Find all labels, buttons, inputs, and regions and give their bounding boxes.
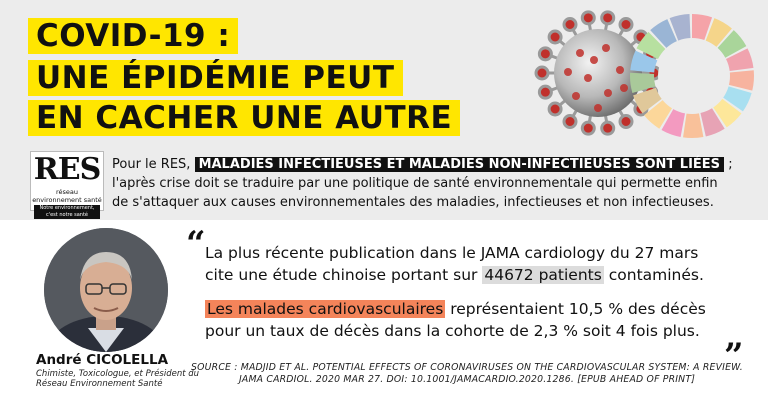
res-intro: Pour le RES,: [112, 157, 191, 172]
title-line-2: UNE ÉPIDÉMIE PEUT: [28, 60, 403, 96]
res-logo: [30, 151, 104, 218]
author-role: Chimiste, Toxicologue, et Président du Réseau Environnement Santé: [36, 369, 200, 389]
patients-highlight: 44672 patients: [484, 266, 602, 284]
author-name: André CICOLELLA: [36, 352, 169, 368]
cardio-highlight: Les malades cardiovasculaires: [207, 300, 444, 318]
res-logo-letters: RES: [33, 152, 101, 187]
res-statement: [112, 155, 760, 212]
res-highlight: MALADIES INFECTIEUSES ET MALADIES NON-INFECTIEUSES SONT LIÉES: [195, 157, 724, 172]
source-line-2: JAMA CARDIOL. 2020 MAR 27. DOI: 10.1001/JAMACARDIO.2020.1286. [EPUB AHEAD OF PRINT]: [238, 374, 696, 385]
res-line-3: de s'attaquer aux causes environnementales des maladies, infectieuses et non infectieuses.: [112, 195, 714, 210]
sdg-wheel-icon: [628, 12, 756, 140]
quote-close-mark: ”: [724, 336, 744, 376]
source-line-1: SOURCE : MADJID ET AL. POTENTIAL EFFECTS OF CORONAVIRUSES ON THE CARDIOVASCULAR SYSTEM: A REVIEW.: [191, 362, 743, 373]
res-semicolon: ;: [728, 157, 733, 172]
res-line-2: l'après crise doit se traduire par une politique de santé environnementale qui permette enfin: [112, 176, 718, 191]
author-portrait: [44, 228, 168, 352]
source-citation: [182, 362, 752, 386]
title-line-1: COVID-19 :: [28, 18, 238, 54]
title-line-3: EN CACHER UNE AUTRE: [28, 100, 460, 136]
quote-p1-line2-before: cite une étude chinoise portant sur: [205, 266, 478, 284]
quote-p2-line1-after: représentaient 10,5 % des décès: [450, 300, 706, 318]
quote-paragraph-2: [205, 298, 745, 342]
quote-p2-line2: pour un taux de décès dans la cohorte de 2,3 % soit 4 fois plus.: [205, 322, 700, 340]
quote-p1-line2-after: contaminés.: [608, 266, 704, 284]
res-logo-tagline: Notre environnement, c'est notre santé: [34, 205, 100, 219]
quote-paragraph-1: [205, 242, 745, 286]
quote-open-mark: “: [186, 224, 206, 264]
res-logo-name: réseau environnement santé: [32, 188, 102, 204]
quote-p1-line1: La plus récente publication dans le JAMA cardiology du 27 mars: [205, 244, 699, 262]
